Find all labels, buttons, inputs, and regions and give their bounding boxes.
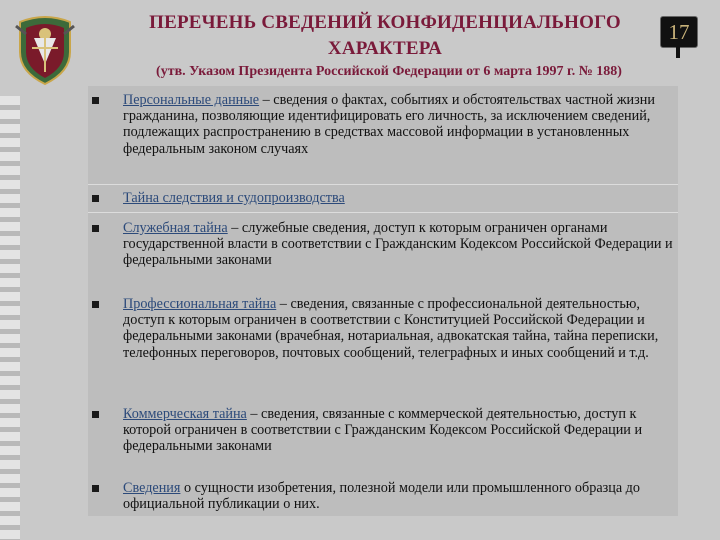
term-link[interactable]: Тайна следствия и судопроизводства (123, 190, 345, 206)
slide-number-stem (676, 46, 680, 58)
divider (88, 212, 678, 213)
content-panel (88, 86, 678, 516)
bullet-icon (92, 225, 99, 232)
bullet-icon (92, 195, 99, 202)
item-description: о сущности изобретения, полезной модели или промышленного образца до официальной публикации о них. (123, 480, 640, 513)
item-description: – сведения, связанные с профессиональной деятельностью, доступ к которым ограничен в соответствии с Конституцией Российской Федерации и федеральными законами (врачебная, нотариальная, адвокатская тайна, тайна переписки, телефонных переговоров, почтовых сообщений, телеграфных и иных сообщений и т.д. (123, 296, 659, 361)
term-link[interactable]: Коммерческая тайна (123, 406, 247, 422)
bullet-icon (92, 301, 99, 308)
term-link[interactable]: Служебная тайна (123, 220, 228, 236)
bullet-icon (92, 97, 99, 104)
bullet-icon (92, 485, 99, 492)
bullet-icon (92, 411, 99, 418)
slide-number-badge: 17 (660, 16, 698, 48)
term-link[interactable]: Сведения (123, 480, 181, 496)
term-link[interactable]: Персональные данные (123, 92, 260, 108)
term-link[interactable]: Профессиональная тайна (123, 296, 277, 312)
emblem-logo (12, 8, 78, 88)
page-subtitle: (утв. Указом Президента Российской Федерации от 6 марта 1997 г. № 188) (156, 64, 622, 79)
divider (88, 184, 678, 185)
page-title: ПЕРЕЧЕНЬ СВЕДЕНИЙ КОНФИДЕНЦИАЛЬНОГО ХАРАКТЕРА (149, 12, 621, 59)
item-description: – служебные сведения, доступ к которым ограничен органами государственной власти в соответствии с Гражданским Кодексом Российской Федерации и федеральными законами (123, 220, 673, 269)
item-description: – сведения, связанные с коммерческой деятельностью, доступ к которой ограничен в соответствии с Гражданским Кодексом Российской Федерации и федеральными законами (123, 406, 643, 455)
item-description: – сведения о фактах, событиях и обстоятельствах частной жизни гражданина, позволяющие идентифицировать его личность, за исключением сведений, подлежащих распространению в средствах массовой информации в установленных федеральным законом случаях (123, 92, 655, 157)
left-decorative-strip (0, 96, 20, 540)
